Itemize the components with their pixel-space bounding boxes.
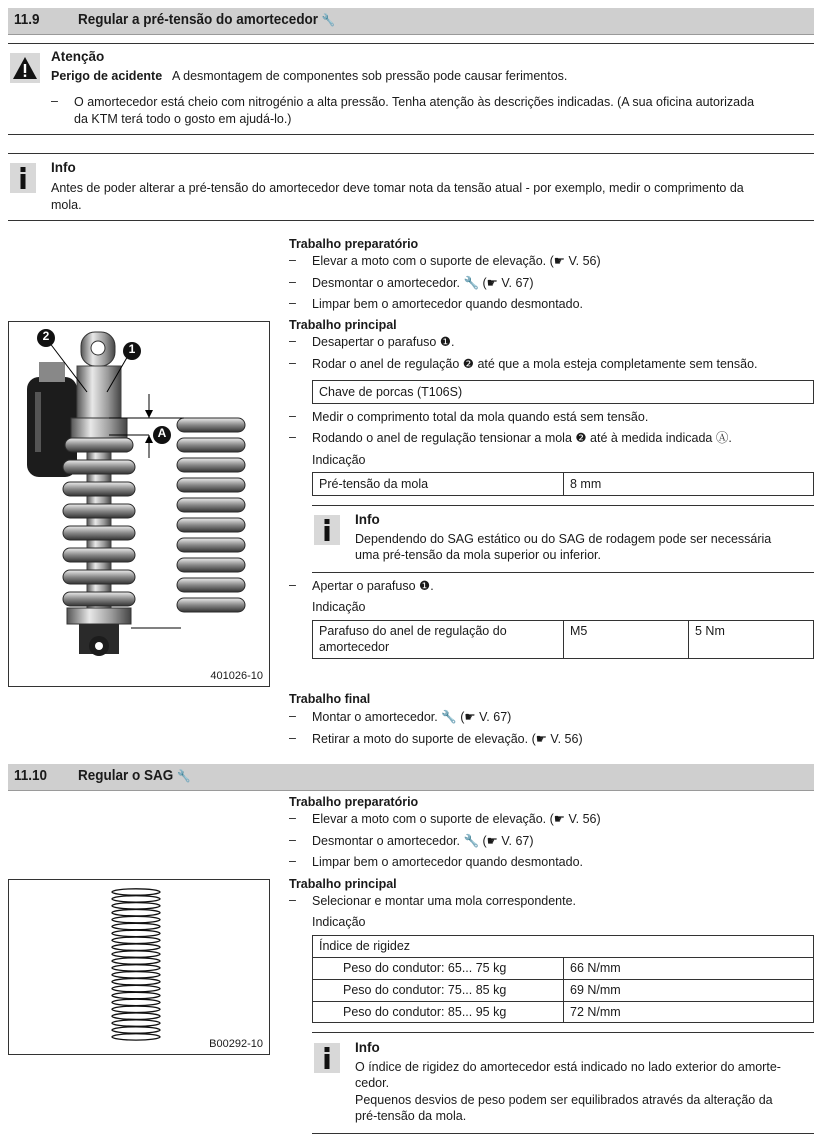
- divider: [312, 1133, 814, 1134]
- table-head: Índice de rigidez: [319, 939, 411, 953]
- spec-thread: M5: [570, 624, 588, 638]
- divider: [563, 473, 564, 495]
- prep-title: Trabalho preparatório: [289, 237, 419, 251]
- spring-coil: [112, 958, 160, 964]
- spring-coil: [112, 1034, 160, 1040]
- divider: [312, 505, 814, 506]
- final-step-1: Montar o amortecedor. 🔧 (☛ V. 67): [312, 710, 512, 724]
- bullet: –: [289, 578, 296, 592]
- spring-coil: [112, 1013, 160, 1019]
- bullet: –: [289, 253, 296, 267]
- callout-1: 1: [128, 342, 136, 356]
- figure-code: 401026-10: [210, 670, 263, 682]
- prep-step-2: Desmontar o amortecedor. 🔧 (☛ V. 67): [312, 834, 534, 848]
- divider: [8, 220, 814, 221]
- bullet: –: [289, 334, 296, 348]
- table-row-value: 69 N/mm: [570, 983, 621, 997]
- bullet: –: [289, 275, 296, 289]
- spring-coil: [112, 916, 160, 922]
- table-row-label: Peso do condutor: 85... 95 kg: [343, 1005, 507, 1019]
- bullet: –: [289, 854, 296, 868]
- spring-coil: [112, 1006, 160, 1012]
- spring-coil: [112, 889, 160, 895]
- prep-step-3: Limpar bem o amortecedor quando desmontado.: [312, 855, 583, 869]
- bullet: –: [289, 833, 296, 847]
- spring-figure: [8, 879, 270, 1055]
- shock-absorber-figure: [8, 321, 270, 687]
- warning-label: Perigo de acidente: [51, 69, 163, 83]
- spec-value: 8 mm: [570, 477, 602, 491]
- divider: [312, 1032, 814, 1033]
- tool-box: [312, 380, 814, 404]
- info-line4: pré-tensão da mola.: [355, 1109, 467, 1123]
- final-step-2: Retirar a moto do suporte de elevação. (☛ V. 56): [312, 732, 583, 746]
- divider: [8, 153, 814, 154]
- spec-table-torque: [312, 620, 814, 659]
- divider: [563, 957, 564, 1022]
- spring-illustration: [9, 880, 269, 1054]
- spec-label-line1: Parafuso do anel de regulação do: [319, 624, 507, 638]
- spring-coil: [112, 1027, 160, 1033]
- spring-coil: [112, 999, 160, 1005]
- spring-coil: [112, 951, 160, 957]
- divider: [8, 134, 814, 135]
- bullet: –: [289, 731, 296, 745]
- wrench-icon: 🔧: [321, 13, 336, 27]
- prep-step-2: Desmontar o amortecedor. 🔧 (☛ V. 67): [312, 276, 534, 290]
- warning-text: A desmontagem de componentes sob pressão pode causar ferimentos.: [172, 69, 568, 83]
- info-title: Info: [355, 512, 380, 527]
- info-line2: mola.: [51, 198, 82, 212]
- tool-name: Chave de porcas (T106S): [319, 385, 463, 399]
- callout-2: 2: [42, 329, 50, 343]
- info-title: Info: [355, 1040, 380, 1055]
- divider: [563, 621, 564, 658]
- stiffness-table: [312, 935, 814, 1023]
- main-step-4: Rodando o anel de regulação tensionar a mola ❷ até à medida indicada Ⓐ.: [312, 431, 732, 445]
- warning-triangle-icon: [10, 53, 40, 83]
- info-icon: [314, 515, 340, 545]
- prep-title: Trabalho preparatório: [289, 795, 419, 809]
- spring-coil: [112, 903, 160, 909]
- info-line1: Antes de poder alterar a pré-tensão do amortecedor deve tomar nota da tensão atual - por exemplo, medir o comprimento da: [51, 181, 744, 195]
- section-number: 11.10: [14, 767, 48, 784]
- prep-step-1: Elevar a moto com o suporte de elevação. (☛ V. 56): [312, 812, 601, 826]
- main-step-1: Selecionar e montar uma mola correspondente.: [312, 894, 577, 908]
- spec-label: Pré-tensão da mola: [319, 477, 429, 491]
- info-line2: cedor.: [355, 1076, 390, 1090]
- table-row-label: Peso do condutor: 75... 85 kg: [343, 983, 507, 997]
- info-title: Info: [51, 160, 76, 175]
- main-title: Trabalho principal: [289, 318, 397, 332]
- bullet: –: [289, 409, 296, 423]
- figure-code: B00292-10: [209, 1038, 263, 1050]
- section-header-11-9: [8, 8, 814, 35]
- spring-coil: [112, 972, 160, 978]
- bullet: –: [51, 94, 58, 108]
- spring-coil: [112, 937, 160, 943]
- bullet: –: [289, 296, 296, 310]
- bullet: –: [289, 811, 296, 825]
- bullet: –: [289, 430, 296, 444]
- indication-label: Indicação: [312, 600, 366, 614]
- divider: [312, 572, 814, 573]
- info-line3: Pequenos desvios de peso podem ser equilibrados através da alteração da: [355, 1093, 773, 1107]
- table-row-label: Peso do condutor: 65... 75 kg: [343, 961, 507, 975]
- main-step-2: Rodar o anel de regulação ❷ até que a mola esteja completamente sem tensão.: [312, 357, 758, 371]
- spring-coil: [112, 944, 160, 950]
- info-icon: [10, 163, 36, 193]
- divider: [688, 621, 689, 658]
- indication-label: Indicação: [312, 453, 366, 467]
- section-title: Regular o SAG 🔧: [78, 767, 191, 784]
- spring-coil: [112, 985, 160, 991]
- main-step-5: Apertar o parafuso ❶.: [312, 579, 434, 593]
- warning-item-line1: O amortecedor está cheio com nitrogénio a alta pressão. Tenha atenção às descrições indicadas. (A sua oficina autorizada: [74, 95, 755, 109]
- table-row-value: 66 N/mm: [570, 961, 621, 975]
- spring-coil: [112, 1020, 160, 1026]
- prep-step-3: Limpar bem o amortecedor quando desmontado.: [312, 297, 583, 311]
- section-header-11-10: [8, 764, 814, 791]
- main-step-1: Desapertar o parafuso ❶.: [312, 335, 455, 349]
- indication-label: Indicação: [312, 915, 366, 929]
- final-title: Trabalho final: [289, 692, 371, 706]
- bullet: –: [289, 356, 296, 370]
- spring-coil: [112, 896, 160, 902]
- shock-absorber-illustration: [9, 322, 269, 686]
- spring-coil: [112, 923, 160, 929]
- divider: [8, 43, 814, 44]
- callout-a: A: [157, 426, 167, 440]
- spring-coil: [112, 910, 160, 916]
- table-row-value: 72 N/mm: [570, 1005, 621, 1019]
- info-line2: uma pré-tensão da mola superior ou inferior.: [355, 548, 601, 562]
- info-line1: Dependendo do SAG estático ou do SAG de rodagem pode ser necessária: [355, 532, 772, 546]
- main-title: Trabalho principal: [289, 877, 397, 891]
- warning-item-line2: da KTM terá todo o gosto em ajudá-lo.): [74, 112, 292, 126]
- spring-coil: [112, 930, 160, 936]
- section-title: Regular a pré-tensão do amortecedor 🔧: [78, 11, 336, 28]
- spring-coil: [112, 992, 160, 998]
- main-step-3: Medir o comprimento total da mola quando está sem tensão.: [312, 410, 649, 424]
- warning-title: Atenção: [51, 49, 105, 64]
- info-icon: [314, 1043, 340, 1073]
- spring-coil: [112, 979, 160, 985]
- wrench-icon: 🔧: [177, 769, 191, 783]
- section-number: 11.9: [14, 11, 40, 28]
- bullet: –: [289, 709, 296, 723]
- spec-table-preload: [312, 472, 814, 496]
- spec-label-line2: amortecedor: [319, 640, 390, 654]
- prep-step-1: Elevar a moto com o suporte de elevação. (☛ V. 56): [312, 254, 601, 268]
- info-line1: O índice de rigidez do amortecedor está indicado no lado exterior do amorte-: [355, 1060, 781, 1074]
- spring-coil: [112, 965, 160, 971]
- spec-torque: 5 Nm: [695, 624, 725, 638]
- bullet: –: [289, 893, 296, 907]
